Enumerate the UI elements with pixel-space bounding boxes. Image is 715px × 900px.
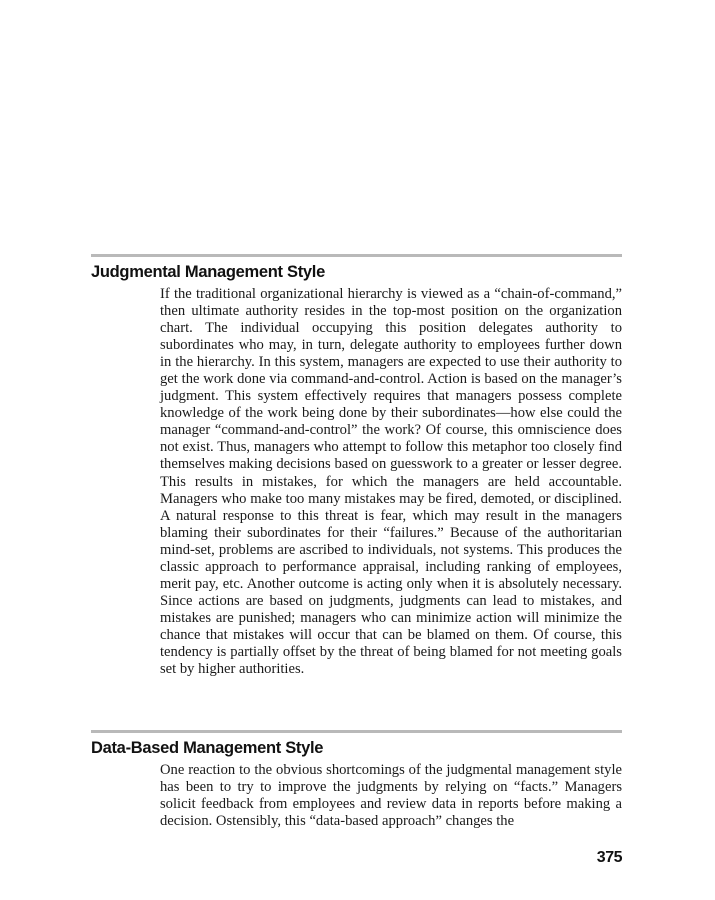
section-divider <box>91 254 622 257</box>
section-divider <box>91 730 622 733</box>
section-heading: Judgmental Management Style <box>91 263 325 281</box>
section-body: One reaction to the obvious shortcomings of the judgmental management style has been to try to improve the judgments by relying on “facts.” Managers solicit feedback from employees and review data in reports before making a decision. Ostensibly, this “data-based approach” changes the <box>160 762 622 830</box>
section-judgmental-management <box>91 254 622 678</box>
section-body: If the traditional organizational hierarchy is viewed as a “chain-of-command,” then ultimate authority resides in the top-most position on the organization chart. The individual occupying this position delegates authority to subordinates who may, in turn, delegate authority to employees further down in the hierarchy. In this system, managers are expected to use their authority to get the work done via command-and-control. Action is based on the manager’s judgment. This system effectively requires that managers possess complete knowledge of the work being done by their subordinates—how else could the manager “command-and-control” the work? Of course, this omniscience does not exist. Thus, managers who attempt to follow this metaphor too closely find themselves making decisions based on guesswork to a greater or lesser degree. This results in mistakes, for which the managers are held accountable. Managers who make too many mistakes may be fired, demoted, or disciplined. A natural response to this threat is fear, which may result in the managers blaming their subordinates for their “failures.” Because of the authoritarian mind-set, problems are ascribed to individuals, not systems. This produces the classic approach to performance appraisal, including ranking of employees, merit pay, etc. Another outcome is acting only when it is absolutely necessary. Since actions are based on judgments, judgments can lead to mistakes, and mistakes are punished; managers who can minimize action will minimize the chance that mistakes will occur that can be blamed on them. Of course, this tendency is partially offset by the threat of being blamed for not meeting goals set by higher authorities. <box>160 286 622 678</box>
section-data-based-management <box>91 730 622 830</box>
page-number: 375 <box>596 849 622 866</box>
section-heading: Data-Based Management Style <box>91 739 324 757</box>
